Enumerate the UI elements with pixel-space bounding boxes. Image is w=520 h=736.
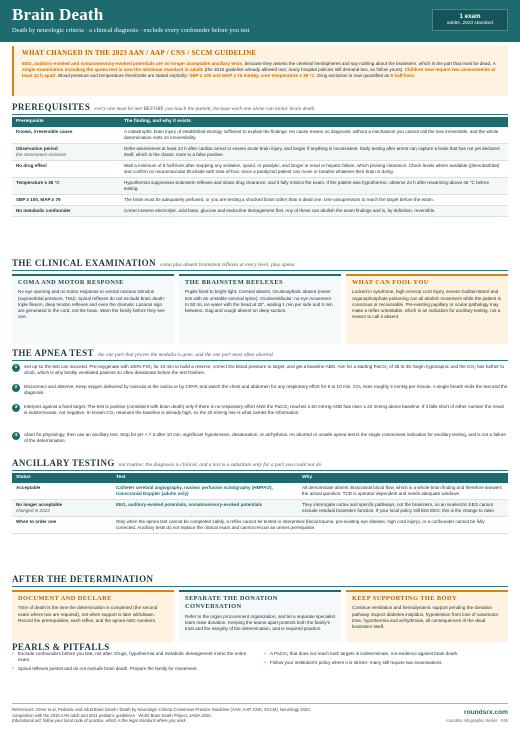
card-title: KEEP SUPPORTING THE BODY [352,595,457,602]
step-text: Set up so the test can succeed. Pre-oxygenate with 100% FiO₂ for 10 min to build a reserve, correct the blood pressure to target, and get a baseline ABG. Aim for a starting PaCO₂ of 35 to 45: begin hypocapnic and the CO₂ has further to climb, which is why briskly ventilated patients so often desaturate before the test finishes. [24,364,505,376]
reference-line: comparison with the 2010 AAN adult and 2011 pediatric guidelines · World Brain Death Project, JAMA 2020. [12,712,212,718]
pearls-title: PEARLS & PITFALLS [12,642,110,652]
prerequisites-heading [12,102,315,114]
ancillary-table [12,473,508,534]
table-row [12,195,508,206]
changes-callout [12,46,508,96]
apnea-note: the one part that proves the medulla is gone, and the one part most often aborted [97,352,273,358]
step-text: Disconnect and observe. Keep oxygen delivered by cannula at the carina or by CPAP, and watch the chest and abdomen for any respiratory effort for 8 to 10 min. CO₂ rises roughly 3 mmHg per minute. A single breath ends the test and the diagnosis. [24,384,508,396]
card-title: COMA AND MOTOR RESPONSE [18,279,124,286]
header [0,0,520,42]
status-cell [12,500,112,517]
changes-p8: . Drug exclusion is now quantified as [314,73,391,79]
badge-line-2: adults, 2023 standard [446,21,494,27]
footer [12,703,508,724]
status-cell [12,517,112,534]
list-item: • Follow your institution's policy where it is stricter; many still require two examinations. [264,660,504,666]
apnea-step [12,432,508,444]
cell-text: Temperature ≥ 36 °C [16,180,60,186]
cell-subtext: the commonest omission [16,152,67,158]
divider [12,586,508,587]
column-header: Prerequisite [12,117,120,127]
after-heading [12,574,153,586]
card-text: Refer to the organ procurement organization, and let a separate specialist team raise donation. Keeping the teams apart protects both the family's trust and the integrity of the determination, and is required practice. [185,613,335,632]
prerequisite-name [12,144,120,161]
prerequisites-note: every one must be met BEFORE you touch the patient, because each one alone can mimic brain death [94,106,315,112]
divider [12,360,508,361]
table-header-row [12,117,508,127]
table-row [12,144,508,161]
step-number: 1 [12,364,20,372]
pearls-list-right [264,651,504,669]
list-item: • Spinal reflexes persist and do not exclude brain death. Prepare the family for movement. [12,666,252,672]
exam-card-motor [12,274,174,344]
table-row [12,517,508,534]
badge-line-1: 1 exam [459,13,481,20]
prerequisite-detail: Hypothermia suppresses brainstem reflexes and slows drug clearance, and it fully mimics the exam. If the patient was hypothermic, observe 24 h after rewarming above 36 °C before testing. [120,178,508,195]
prerequisite-name [12,127,120,144]
changes-p5: Children now require two assessments at least 12 h apart [22,67,496,79]
exam-note: coma plus absent brainstem reflexes at every level, plus apnea [159,262,295,268]
prerequisite-name [12,206,120,217]
ancillary-title: ANCILLARY TESTING [12,458,115,468]
list-item: • Exclude confounders before you test, not after. Drugs, hypothermia and metabolic derangement mimic the entire exam. [12,651,252,663]
changes-p3: A single examination including the apnea test is now the minimum standard in adults [22,60,496,73]
divider [12,270,508,271]
cell-text: Acceptable [16,485,41,491]
table-header-row [12,473,508,483]
column-header: Test [112,473,298,483]
exam-card-fool [346,274,508,344]
step-text: Abort for physiology, then use an ancillary test. Stop for pH < 7.3 after 10 min, significant hypotension, desaturation, or arrhythmia. An aborted or unsafe apnea test is the single commonest indication for ancillary testing, and is not a failure of the determination. [24,432,506,444]
apnea-step [12,364,508,376]
test-cell: EEG, auditory-evoked potentials, somatosensory-evoked potentials [112,500,298,517]
ancillary-heading [12,458,321,470]
cell-text: Observation period [16,146,58,152]
cell-text: No drug effect [16,163,47,169]
page-title: Brain Death [12,5,104,24]
changes-title: WHAT CHANGED IN THE 2023 AAN / AAP / CNS / SCCM GUIDELINE [22,50,257,57]
exam-card-reflexes [179,274,341,344]
disclaimer: Educational aid; follow your local code of practice, which is the legal standard where you work. [12,718,187,724]
card-title: SEPARATE THE DONATION CONVERSATION [185,595,278,611]
column-header: Why [298,473,508,483]
prerequisites-table [12,117,508,217]
references [12,707,392,724]
pearls-list-left [12,651,252,675]
why-cell: All demonstrate absent intracranial blood flow, which is a whole-brain finding and therefore answers the actual question. TCD is operator dependent and needs adequate windows. [298,483,508,500]
changes-p1: EEG, auditory-evoked and somatosensory-evoked potentials are no longer acceptable ancillary tests [22,60,243,66]
prerequisite-detail: Wait a minimum of 5 half-lives after stopping any sedative, opioid, or paralytic, and longer in renal or hepatic failure, which prolong clearance. Check levels where available (phenobarbital) and confirm no neuromuscular blockade with train-of-four, since a paralyzed patient can move or breathe whatever their brain is doing. [120,161,508,178]
changes-p10: . [414,73,416,79]
prerequisite-name [12,161,120,178]
changes-p7: SBP ≥ 100 and MAP ≥ 75 mmHg, core temperature ≥ 36 °C [189,73,315,79]
changes-p9: 5 half-lives [390,73,415,79]
series-label: roundsrx Infographic Series · #45 [446,717,508,723]
after-card-document [12,590,174,642]
prerequisite-name [12,178,120,195]
card-text: No eye opening and no motor response to central noxious stimulus (supraorbital pressure, TMJ). Spinal reflexes do not exclude brain death: triple flexion, deep tendon reflexes and even the dramatic Lazarus sign are generated in the cord, not the brain. Warn the family before they see one. [18,289,165,319]
card-title: DOCUMENT AND DECLARE [18,595,112,602]
step-number: 4 [12,432,20,440]
cell-text: Known, irreversible cause [16,129,73,135]
apnea-step [12,384,508,396]
card-title: WHAT CAN FOOL YOU [352,279,429,286]
site-info [446,709,508,723]
apnea-title: THE APNEA TEST [12,348,94,358]
list-item: • A PaCO₂ that does not reach both targets is indeterminate, not evidence against brain death. [264,651,504,657]
site-link[interactable]: roundsrx.com [464,709,508,716]
after-title: AFTER THE DETERMINATION [12,574,154,584]
card-text: Locked-in syndrome, high cervical cord injury, severe Guillain-Barré and organophosphate poisoning can all abolish movement while the patient is conscious or recoverable. Pre-existing pupillary or ocular pathology may make a reflex untestable, which is an indication for ancillary testing, not a reason to call it absent. [352,289,501,319]
cell-text: When to order one [16,519,57,525]
column-header: Status [12,473,112,483]
table-row [12,127,508,144]
card-text: Pupils fixed to bright light. Corneal absent. Oculocephalic absent (never test with an unstable cervical spine). Oculovestibular: no eye movement to 50 mL ice water with the head at 30°, waiting 1 min per side and 5 min between. Gag and cough absent on deep suction. [185,289,333,313]
step-text: Interpret against a fixed target. The test is positive (consistent with brain death) only if there is no respiratory effort AND the PaCO₂ reaches ≥ 60 mmHg AND has risen ≥ 20 mmHg above baseline. If it falls short of either number the result is indeterminate, not negative. In known CO₂ retainers the baseline is already high, so the 20 mmHg rise is what carries the information. [24,404,504,416]
prerequisite-detail: A catastrophic brain injury of established etiology sufficient to explain the findings. No cause means no diagnosis: without a mechanism you cannot call the loss irreversible, and the whole determination rests on irreversibility. [120,127,508,144]
prerequisite-detail: Correct severe electrolyte, acid-base, glucose and endocrine derangement first. Any of these can abolish the exam findings and is, by definition, reversible. [120,206,508,217]
exam-heading [12,258,295,270]
page-subtitle: Death by neurologic criteria · a clinical diagnosis · exclude every confounder before you test [12,26,250,34]
cell-text: No metabolic confounder [16,208,71,214]
apnea-step [12,404,508,416]
table-row [12,500,508,517]
test-cell: Only when the apnea test cannot be completed safely, a reflex cannot be tested or interpreted (facial trauma, pre-existing eye disease, high cord injury), or a confounder cannot be fully corrected. Ancillary tests do not replace the clinical exam and cannot rescue an unmet prerequisite. [112,517,508,534]
table-row [12,206,508,217]
prerequisite-detail: The brain must be adequately perfused, or you are testing a shocked brain rather than a dead one. Use vasopressors to reach the target before the exam. [120,195,508,206]
prerequisite-detail: Defer assessment at least 24 h after cardiac arrest or severe acute brain injury, and longer if anything is inconsistent. Early testing after arrest can capture a brain that has not yet declared itself, which is the classic route to a false positive. [120,144,508,161]
apnea-heading [12,348,273,360]
column-header: The finding, and why it exists [120,117,508,127]
changes-p4: (the 2010 guideline already allowed one; many hospital policies still demand two, so follow yours). [203,67,405,73]
card-text: Continue ventilation and hemodynamic support pending the donation pathway. Expect diabetes insipidus, hypotension from loss of vasomotor tone, hypothermia and arrhythmias, all consequences of the dead brainstem itself. [352,605,499,629]
table-row [12,178,508,195]
test-cell: Catheter cerebral angiography, nuclear perfusion scintigraphy (HMPAO), transcranial Doppler (adults only) [112,483,298,500]
table-row [12,483,508,500]
divider [12,114,508,115]
cell-text: SBP ≥ 100, MAP ≥ 75 [16,197,61,203]
cell-text: No longer acceptable [16,502,62,508]
after-card-support [346,590,508,642]
table-row [12,161,508,178]
reference-line: References: Greer et al, Pediatric and Adult Brain Death / Death by Neurologic Criteria Consensus Practice Guideline (AAN, AAP, CNS, SCCM), Neurology 2023; [12,707,311,712]
prerequisites-title: PREREQUISITES [12,102,91,112]
changes-text [22,61,500,79]
divider [12,470,508,471]
step-number: 3 [12,404,20,412]
changes-p6: . Blood pressure and temperature thresholds are stated explicitly: [55,73,190,79]
ancillary-note: not routine: the diagnosis is clinical, and a test is a substitute only for a part you could not do [118,462,322,468]
status-cell [12,483,112,500]
card-title: THE BRAINSTEM REFLEXES [185,279,283,286]
changes-p2: , because they assess the cerebral hemispheres and say nothing about the brainstem, which is the part that must be dead. [242,60,493,66]
exam-title: THE CLINICAL EXAMINATION [12,258,156,268]
why-cell: They interrogate cortex and specific pathways, not the brainstem, so an isoelectric EEG cannot exclude residual brainstem function. If your local policy still lists EEG, this is the change to raise. [298,500,508,517]
step-number: 2 [12,384,20,392]
prerequisite-name [12,195,120,206]
cell-subtext: changed in 2023 [16,508,50,514]
after-card-donation [179,590,341,642]
card-text: Time of death is the time the determination is completed (the second exam where two are required), not when support is later withdrawn. Record the prerequisites, each reflex, and the apnea ABG numbers. [18,605,158,623]
exam-badge [432,9,508,31]
